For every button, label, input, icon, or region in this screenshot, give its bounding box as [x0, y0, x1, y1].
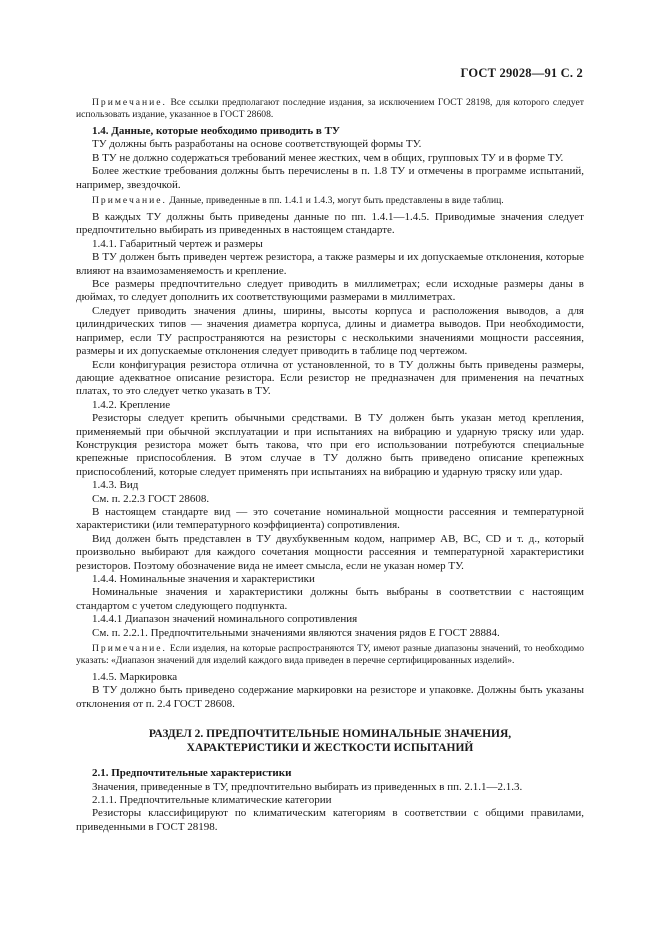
- clause-heading-1-4-5: 1.4.5. Маркировка: [92, 671, 178, 684]
- paragraph: Номинальные значения и характеристики должны быть выбраны в соответствии с настоящим стандартом с учетом следующего подпункта.: [76, 586, 584, 612]
- clause-heading-1-4: 1.4. Данные, которые необходимо приводить в ТУ: [92, 125, 340, 137]
- paragraph: Вид должен быть представлен в ТУ двухбуквенным кодом, например АВ, ВС, CD и т. д., который произвольно выбирают для каждого сочетания мощности рассеяния и температурной характеристики резисторов. Поэтому обозначение вида не имеет смысла, если не указан номер ТУ.: [76, 532, 584, 572]
- note-label: Примечание.: [92, 195, 167, 207]
- section-title-line: РАЗДЕЛ 2. ПРЕДПОЧТИТЕЛЬНЫЕ НОМИНАЛЬНЫЕ ЗНАЧЕНИЯ,: [148, 728, 512, 741]
- paragraph: См. п. 2.2.1. Предпочтительными значениями являются значения рядов Е ГОСТ 28884.: [92, 626, 500, 639]
- paragraph: В ТУ должен быть приведен чертеж резистора, а также размеры и их допускаемые отклонения, которые влияют на взаимозаменяемость и крепление.: [76, 251, 584, 277]
- section-title: [76, 727, 584, 755]
- paragraph: Значения, приведенные в ТУ, предпочтительно выбирать из приведенных в пп. 2.1.1—2.1.3.: [92, 780, 523, 793]
- paragraph: Если конфигурация резистора отлична от установленной, то в ТУ должны быть приведены размеры, дающие адекватное описание резистора. Если резистор не предназначен для применения на печатных платах, то это следует четко указать в ТУ.: [76, 358, 584, 398]
- paragraph: См. п. 2.2.3 ГОСТ 28608.: [92, 492, 210, 505]
- clause-heading-1-4-1: 1.4.1. Габаритный чертеж и размеры: [92, 237, 263, 250]
- clause-heading-2-1-1: 2.1.1. Предпочтительные климатические категории: [92, 794, 332, 807]
- note-text: Все ссылки предполагают последние издания, за исключением ГОСТ 28198, для которого следует использовать издание, указанное в ГОСТ 28608.: [76, 97, 584, 120]
- paragraph: В каждых ТУ должны быть приведены данные по пп. 1.4.1—1.4.5. Приводимые значения следует предпочтительно выбирать из приведенных в настоящем стандарте.: [76, 211, 584, 237]
- note-paragraph: [76, 195, 584, 207]
- document-body: [76, 97, 584, 834]
- paragraph: В настоящем стандарте вид — это сочетание номинальной мощности рассеяния и температурной характеристики (или температурного коэффициента) сопротивления.: [76, 505, 584, 532]
- running-header: ГОСТ 29028—91 С. 2: [460, 66, 583, 80]
- paragraph: В ТУ должно быть приведено содержание маркировки на резисторе и упаковке. Должны быть указаны отклонения от п. 2.4 ГОСТ 28608.: [76, 684, 584, 710]
- note-label: Примечание.: [92, 643, 167, 655]
- paragraph: В ТУ не должно содержаться требований менее жестких, чем в общих, групповых ТУ и в форме ТУ.: [92, 151, 564, 164]
- note-text: Если изделия, на которые распространяются ТУ, имеют разные диапазоны значений, то необходимо указать: «Диапазон значений для изделий каждого вида приведен в перечне сертифицированных изделий».: [76, 643, 584, 667]
- note-paragraph: [76, 643, 584, 667]
- paragraph: Резисторы классифицируют по климатическим категориям в соответствии с общими правилами, приведенными в ГОСТ 28198.: [76, 807, 584, 833]
- clause-heading-2-1: 2.1. Предпочтительные характеристики: [92, 767, 292, 780]
- paragraph: ТУ должны быть разработаны на основе соответствующей формы ТУ.: [92, 138, 422, 151]
- clause-heading-1-4-2: 1.4.2. Крепление: [92, 398, 171, 411]
- paragraph: Более жесткие требования должны быть перечислены в п. 1.8 ТУ и отмечены в программе испытаний, например, звездочкой.: [76, 165, 584, 191]
- paragraph: Все размеры предпочтительно следует приводить в миллиметрах; если исходные размеры даны в дюймах, то следует дополнить их соответствующими размерами в миллиметрах.: [76, 278, 584, 304]
- clause-heading-1-4-3: 1.4.3. Вид: [92, 479, 139, 492]
- note-paragraph: [76, 97, 584, 121]
- paragraph: Следует приводить значения длины, ширины, высоты корпуса и расположения выводов, а для цилиндрических типов — значения диаметра корпуса, длины и диаметра выводов. При необходимости, например, если ТУ распространяются на резисторы с несколькими значениями мощности рассеяния, размеры и их допускаемые отклонения следует приводить в таблице под чертежом.: [76, 304, 584, 358]
- clause-heading-1-4-4-1: 1.4.4.1 Диапазон значений номинального сопротивления: [92, 613, 358, 626]
- section-title-line: ХАРАКТЕРИСТИКИ И ЖЕСТКОСТИ ИСПЫТАНИЙ: [186, 742, 474, 755]
- note-label: Примечание.: [92, 97, 167, 108]
- note-text: Данные, приведенные в пп. 1.4.1 и 1.4.3, могут быть представлены в виде таблиц.: [169, 195, 504, 207]
- clause-heading-1-4-4: 1.4.4. Номинальные значения и характеристики: [92, 573, 315, 585]
- paragraph: Резисторы следует крепить обычными средствами. В ТУ должен быть указан метод крепления, применяемый при обычной эксплуатации и при испытаниях на вибрацию и ударную тряску или удар. Конструкция резистора может быть такова, что при его использовании потребуются специальные крепежные приспособления. В этом случае в ТУ должно быть приведено описание крепежных приспособлений, которые следует применять при испытаниях на вибрацию и ударную тряску или удар.: [76, 412, 584, 478]
